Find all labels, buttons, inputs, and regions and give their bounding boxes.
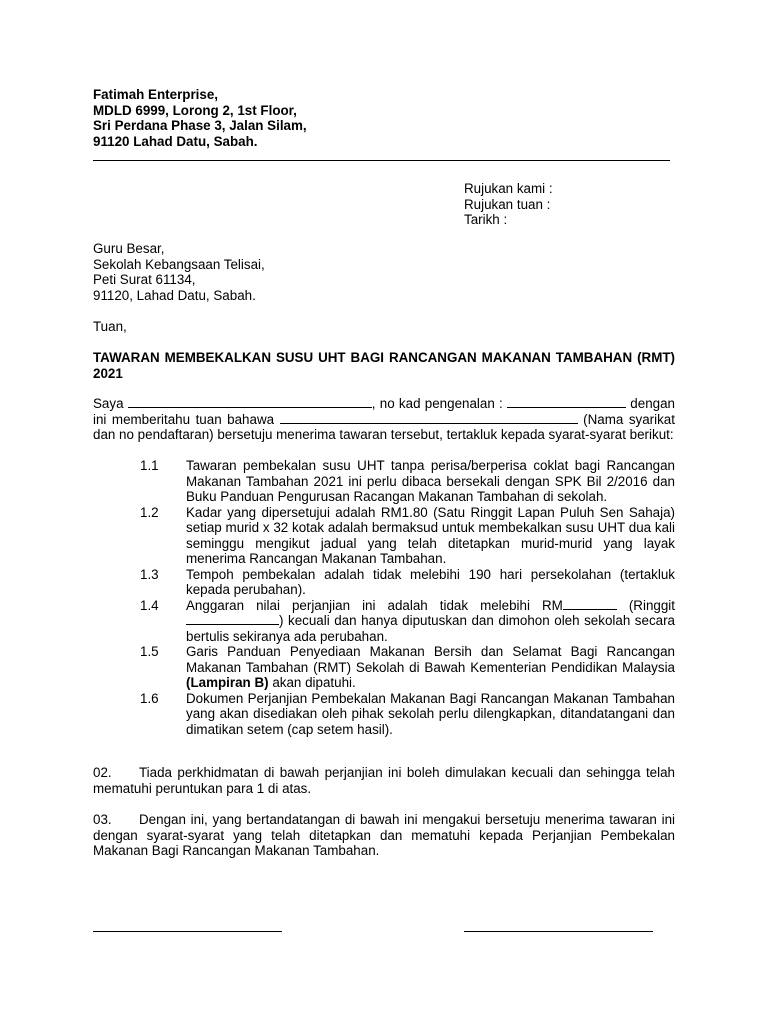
condition-text-part: (Ringgit bbox=[628, 597, 675, 613]
amount-blank bbox=[563, 598, 617, 610]
paragraph-number: 03. bbox=[93, 812, 112, 827]
condition-item bbox=[93, 644, 675, 691]
condition-text-part: Anggaran nilai perjanjian ini adalah tidak melebihi RM bbox=[186, 597, 563, 613]
paragraph-number: 02. bbox=[93, 765, 112, 780]
sender-line: 91120 Lahad Datu, Sabah. bbox=[93, 133, 258, 149]
paragraph-text: Dengan ini, yang bertandatangan di bawah ini mengakui bersetuju menerima tawaran ini dengan syarat-syarat yang telah ditetapkan dan mematuhi kepada Perjanjian Pembekalan Makanan Bagi Rancangan Makanan Tambahan. bbox=[93, 812, 675, 858]
condition-text-part: akan dipatuhi. bbox=[272, 675, 356, 690]
company-note: (Nama syarikat dan no pendaftaran) bersetuju menerima tawaran tersebut, tertakluk kepada syarat-syarat berikut: bbox=[93, 411, 675, 442]
paragraph-text: Tiada perkhidmatan di bawah perjanjian ini boleh dimulakan kecuali dan sehingga telah mematuhi peruntukan para 1 di atas. bbox=[93, 765, 675, 796]
name-blank bbox=[128, 396, 372, 408]
ringgit-words-blank bbox=[186, 613, 279, 625]
condition-text-part: ) kecuali dan hanya diputuskan dan dimohon oleh sekolah secara bertulis sekiranya ada perubahan. bbox=[186, 613, 675, 644]
signature-line-left bbox=[93, 931, 282, 932]
condition-text: Tempoh pembekalan adalah tidak melebihi 190 hari persekolahan (tertakluk kepada perubahan). bbox=[186, 566, 675, 597]
company-blank bbox=[280, 412, 578, 424]
recipient-line: Sekolah Kebangsaan Telisai, bbox=[93, 256, 265, 272]
intro-saya: Saya bbox=[93, 396, 124, 411]
letterhead-divider bbox=[93, 160, 670, 161]
condition-text-part: Garis Panduan Penyediaan Makanan Bersih dan Selamat Bagi Rancangan Makanan Tambahan (RMT) Sekolah di Bawah Kementerian Pendidikan Malaysia bbox=[186, 644, 675, 675]
signature-line-right bbox=[464, 931, 653, 932]
our-reference: Rujukan kami : bbox=[464, 181, 553, 196]
condition-number: 1.1 bbox=[140, 458, 159, 473]
condition-item bbox=[93, 458, 675, 505]
condition-item bbox=[93, 567, 675, 598]
condition-text: Kadar yang dipersetujui adalah RM1.80 (Satu Ringgit Lapan Puluh Sen Sahaja) setiap murid x 32 kotak adalah bermaksud untuk membekalkan susu UHT dua kali seminggu mengikut jadual yang telah ditetapkan murid-murid yang layak menerima Rancangan Makanan Tambahan. bbox=[186, 504, 675, 566]
intro-notify: dengan ini memberitahu tuan bahawa bbox=[93, 396, 675, 427]
appendix-reference: (Lampiran B) bbox=[186, 675, 269, 690]
recipient-line: Guru Besar, bbox=[93, 241, 165, 256]
condition-number: 1.2 bbox=[140, 504, 159, 520]
sender-line: Sri Perdana Phase 3, Jalan Silam, bbox=[93, 118, 307, 133]
your-reference: Rujukan tuan : bbox=[464, 196, 551, 212]
recipient-address bbox=[93, 241, 265, 303]
condition-number: 1.6 bbox=[140, 690, 159, 706]
date-label: Tarikh : bbox=[464, 212, 508, 227]
ic-blank bbox=[507, 396, 626, 408]
paragraph-02 bbox=[93, 765, 675, 796]
sender-line: MDLD 6999, Lorong 2, 1st Floor, bbox=[93, 102, 297, 118]
paragraph-03 bbox=[93, 812, 675, 859]
recipient-line: 91120, Lahad Datu, Sabah. bbox=[93, 287, 256, 303]
conditions-list bbox=[93, 458, 675, 737]
letter-subject: TAWARAN MEMBEKALKAN SUSU UHT BAGI RANCANGAN MAKANAN TAMBAHAN (RMT) 2021 bbox=[93, 350, 675, 381]
condition-text: Dokumen Perjanjian Pembekalan Makanan Bagi Rancangan Makanan Tambahan yang akan disediakan oleh pihak sekolah perlu dilengkapkan, ditandatangani dan dimatikan setem (cap setem hasil). bbox=[186, 690, 675, 737]
condition-text bbox=[186, 644, 675, 691]
salutation: Tuan, bbox=[93, 319, 127, 334]
condition-text bbox=[186, 598, 675, 645]
intro-paragraph bbox=[93, 396, 675, 443]
condition-item bbox=[93, 691, 675, 738]
ic-label: , no kad pengenalan : bbox=[371, 396, 503, 411]
sender-line: Fatimah Enterprise, bbox=[93, 87, 219, 102]
condition-item bbox=[93, 505, 675, 567]
recipient-line: Peti Surat 61134, bbox=[93, 272, 196, 287]
condition-number: 1.3 bbox=[140, 566, 159, 582]
condition-number: 1.5 bbox=[140, 644, 159, 659]
condition-number: 1.4 bbox=[140, 597, 159, 613]
condition-text: Tawaran pembekalan susu UHT tanpa perisa/berperisa coklat bagi Rancangan Makanan Tambahan 2021 ini perlu dibaca bersekali dengan SPK Bil 2/2016 dan Buku Panduan Pengurusan Racangan Makanan Tambahan di sekolah. bbox=[186, 458, 675, 504]
condition-item bbox=[93, 598, 675, 645]
sender-address bbox=[93, 87, 307, 149]
reference-block bbox=[464, 181, 553, 228]
